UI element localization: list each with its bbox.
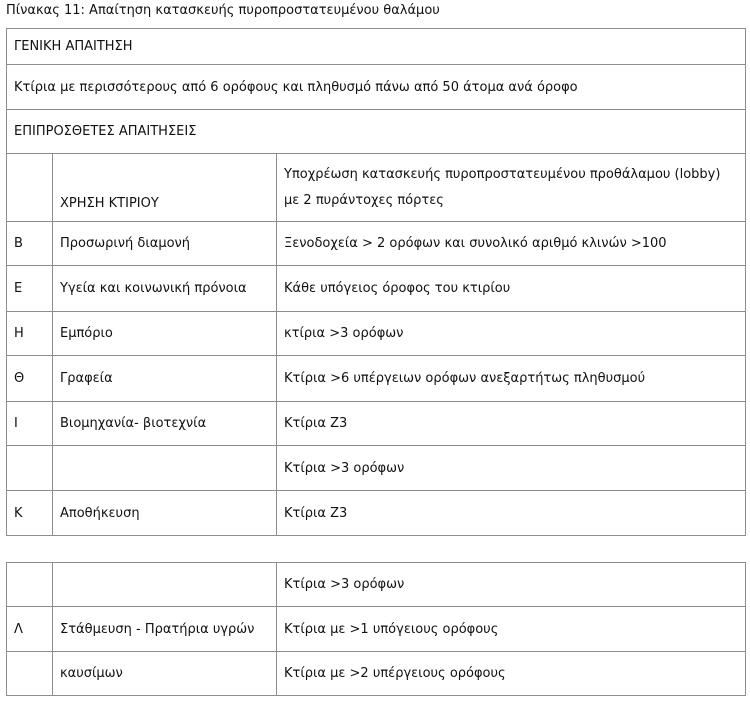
row-use: Γραφεία [53, 356, 277, 402]
row-code: Κ [7, 491, 53, 536]
column-header-use: ΧΡΗΣΗ ΚΤΙΡΙΟΥ [53, 154, 277, 222]
table-row [7, 312, 746, 356]
row-requirement: Κτίρια Ζ3 [277, 402, 746, 446]
row-requirement: Κτίρια με >1 υπόγειους ορόφους [277, 607, 746, 652]
row-use: Προσωρινή διαμονή [53, 222, 277, 266]
row-code [7, 446, 53, 491]
column-header-row [7, 154, 746, 222]
table-row [7, 356, 746, 402]
table-row [7, 446, 746, 491]
table-row [7, 402, 746, 446]
row-requirement: Κτίρια >6 υπέργειων ορόφων ανεξαρτήτως πληθυσμού [277, 356, 746, 402]
row-requirement: Κτίρια με >2 υπέργειους ορόφους [277, 652, 746, 696]
row-code: Β [7, 222, 53, 266]
general-header-row [7, 29, 746, 65]
row-requirement: Κτίρια >3 ορόφων [277, 563, 746, 607]
table-row [7, 491, 746, 536]
row-use: καυσίμων [53, 652, 277, 696]
row-code: Ι [7, 402, 53, 446]
additional-header: ΕΠΙΠΡΟΣΘΕΤΕΣ ΑΠΑΙΤΗΣΕΙΣ [7, 110, 746, 154]
row-code: Λ [7, 607, 53, 652]
row-use: Εμπόριο [53, 312, 277, 356]
table-row [7, 652, 746, 696]
row-code: Η [7, 312, 53, 356]
additional-header-row [7, 110, 746, 154]
row-requirement: Ξενοδοχεία > 2 ορόφων και συνολικό αριθμό κλινών >100 [277, 222, 746, 266]
row-code [7, 563, 53, 607]
column-header-code [7, 154, 53, 222]
table-caption: Πίνακας 11: Απαίτηση κατασκευής πυροπροστατευμένου θαλάμου [6, 3, 440, 18]
row-requirement: Κτίρια >3 ορόφων [277, 446, 746, 491]
table-row [7, 222, 746, 266]
table-row [7, 563, 746, 607]
row-code: Ε [7, 266, 53, 312]
row-requirement: Κτίρια Ζ3 [277, 491, 746, 536]
requirements-table [6, 28, 746, 536]
row-requirement: κτίρια >3 ορόφων [277, 312, 746, 356]
column-header-requirement: Υποχρέωση κατασκευής πυροπροστατευμένου προθάλαμου (lobby) με 2 πυράντοχες πόρτες [277, 154, 746, 222]
row-use: Αποθήκευση [53, 491, 277, 536]
row-use [53, 446, 277, 491]
row-use: Βιομηχανία- βιοτεχνία [53, 402, 277, 446]
row-code [7, 652, 53, 696]
table-row [7, 266, 746, 312]
row-code: Θ [7, 356, 53, 402]
row-use [53, 563, 277, 607]
general-header: ΓΕΝΙΚΗ ΑΠΑΙΤΗΣΗ [7, 29, 746, 65]
requirements-table-continued [6, 562, 746, 696]
row-use: Υγεία και κοινωνική πρόνοια [53, 266, 277, 312]
row-requirement: Κάθε υπόγειος όροφος του κτιρίου [277, 266, 746, 312]
row-use: Στάθμευση - Πρατήρια υγρών [53, 607, 277, 652]
general-text-row [7, 65, 746, 110]
general-text: Κτίρια με περισσότερους από 6 ορόφους και πληθυσμό πάνω από 50 άτομα ανά όροφο [7, 65, 746, 110]
table-row [7, 607, 746, 652]
